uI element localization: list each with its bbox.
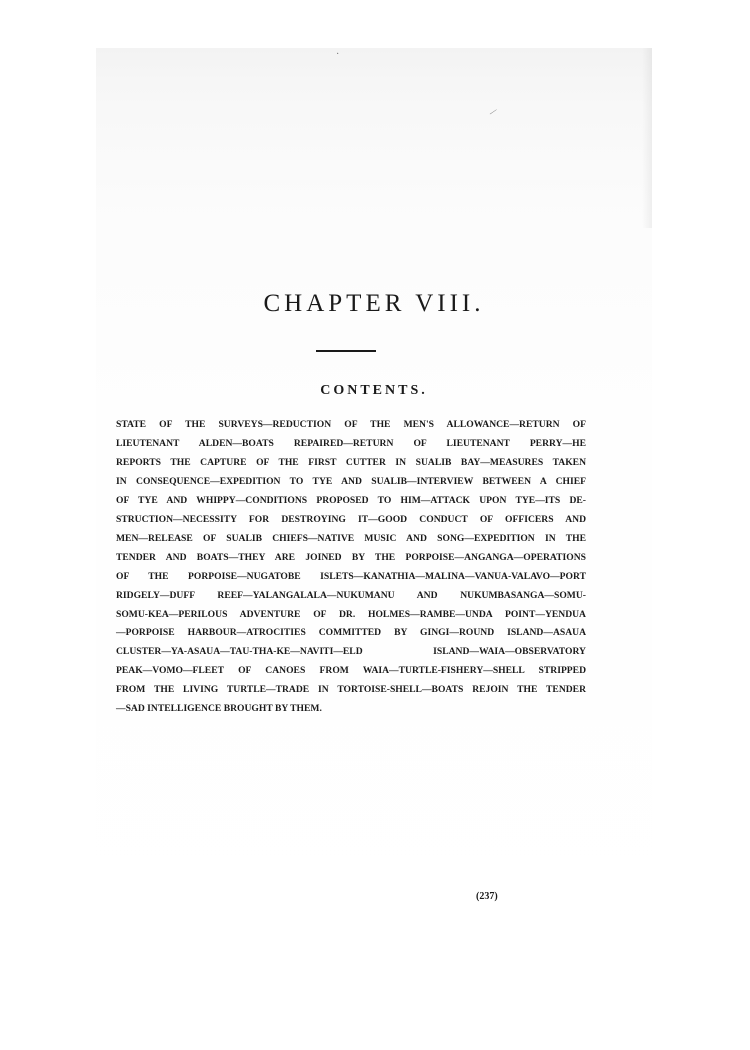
- scan-speck: ·: [336, 49, 340, 60]
- summary-line: SOMU-KEA—PERILOUS ADVENTURE OF DR. HOLMES—RAMBE—UNDA POINT—YENDUA: [116, 608, 586, 620]
- summary-line: OF TYE AND WHIPPY—CONDITIONS PROPOSED TO HIM—ATTACK UPON TYE—ITS DE-: [116, 494, 586, 506]
- summary-line: MEN—RELEASE OF SUALIB CHIEFS—NATIVE MUSIC AND SONG—EXPEDITION IN THE: [116, 532, 586, 544]
- summary-line: —SAD INTELLIGENCE BROUGHT BY THEM.: [116, 703, 322, 715]
- scan-mark: ⁄: [490, 107, 496, 118]
- page-edge-shadow: [642, 48, 652, 228]
- summary-line: OF THE PORPOISE—NUGATOBE ISLETS—KANATHIA—MALINA—VANUA-VALAVO—PORT: [116, 570, 586, 582]
- summary-line: PEAK—VOMO—FLEET OF CANOES FROM WAIA—TURTLE-FISHERY—SHELL STRIPPED: [116, 665, 586, 677]
- summary-line: REPORTS THE CAPTURE OF THE FIRST CUTTER IN SUALIB BAY—MEASURES TAKEN: [116, 456, 586, 468]
- summary-line: —PORPOISE HARBOUR—ATROCITIES COMMITTED BY GINGI—ROUND ISLAND—ASAUA: [116, 627, 586, 639]
- summary-line: STATE OF THE SURVEYS—REDUCTION OF THE MEN'S ALLOWANCE—RETURN OF: [116, 419, 586, 430]
- summary-line: STRUCTION—NECESSITY FOR DESTROYING IT—GOOD CONDUCT OF OFFICERS AND: [116, 513, 586, 525]
- chapter-title: CHAPTER VIII.: [263, 290, 485, 317]
- summary-line: TENDER AND BOATS—THEY ARE JOINED BY THE PORPOISE—ANGANGA—OPERATIONS: [116, 551, 586, 563]
- summary-line: LIEUTENANT ALDEN—BOATS REPAIRED—RETURN OF LIEUTENANT PERRY—HE: [116, 437, 586, 449]
- summary-line: FROM THE LIVING TURTLE—TRADE IN TORTOISE-SHELL—BOATS REJOIN THE TENDER: [116, 684, 586, 696]
- summary-line: IN CONSEQUENCE—EXPEDITION TO TYE AND SUALIB—INTERVIEW BETWEEN A CHIEF: [116, 475, 586, 487]
- summary-line: CLUSTER—YA-ASAUA—TAU-THA-KE—NAVITI—ELD ISLAND—WAIA—OBSERVATORY: [116, 646, 586, 658]
- title-divider: [316, 350, 376, 352]
- book-page: [96, 48, 652, 998]
- contents-summary: [116, 416, 586, 719]
- contents-heading: CONTENTS.: [320, 383, 428, 398]
- summary-line: RIDGELY—DUFF REEF—YALANGALALA—NUKUMANU AND NUKUMBASANGA—SOMU-: [116, 589, 586, 601]
- page-number: (237): [476, 891, 498, 902]
